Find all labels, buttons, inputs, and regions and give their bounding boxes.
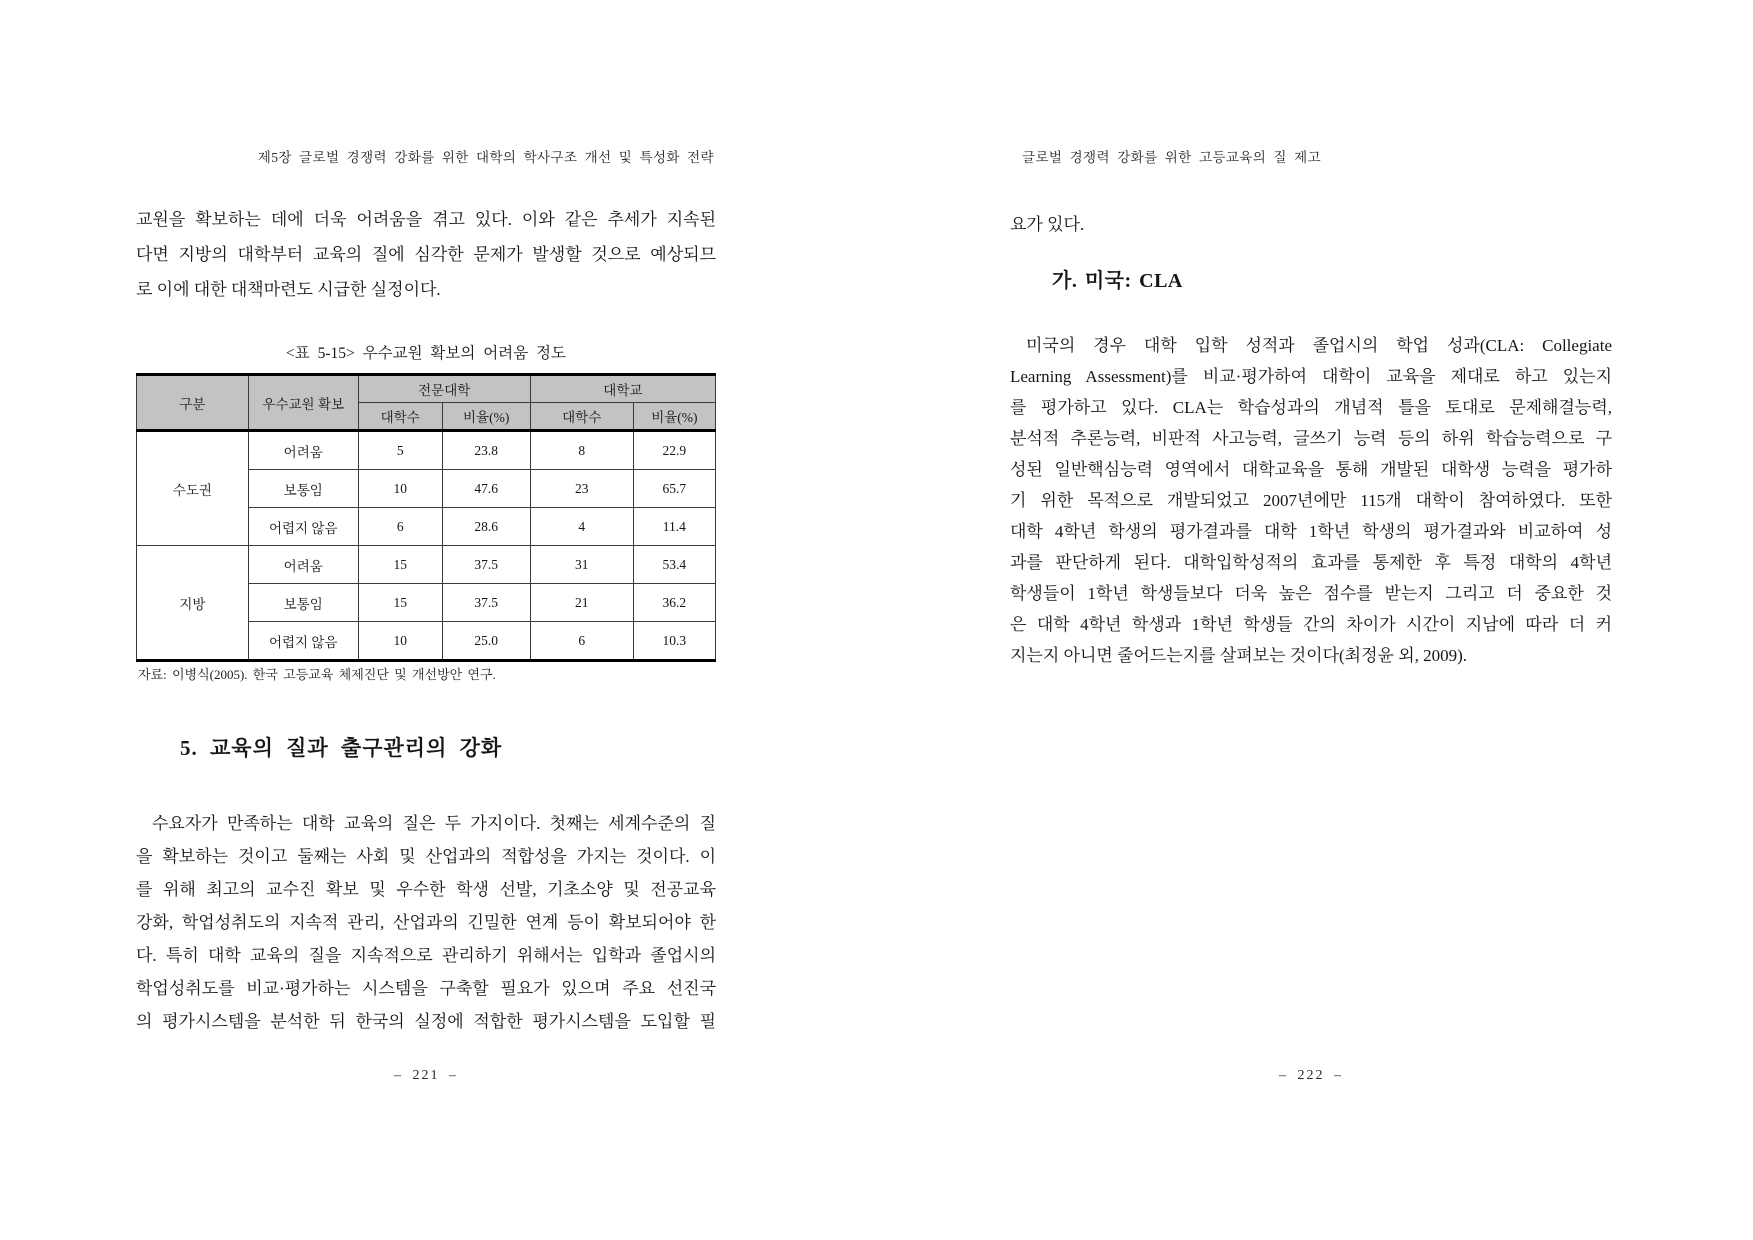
data-cell: 25.0 [442, 622, 530, 661]
paragraph-line: 를 평가하고 있다. CLA는 학습성과의 개념적 틀을 토대로 문제해결능력, [1010, 398, 1612, 417]
data-cell: 47.6 [442, 470, 530, 508]
running-header: 제5장 글로벌 경쟁력 강화를 위한 대학의 학사구조 개선 및 특성화 전략 [257, 150, 714, 165]
paragraph-line: 의 평가시스템을 분석한 뒤 한국의 실정에 적합한 평가시스템을 도입할 필 [136, 1012, 716, 1031]
right-page [1010, 0, 1612, 1240]
paragraph-line: 수요자가 만족하는 대학 교육의 질은 두 가지이다. 첫째는 세계수준의 질 [152, 814, 716, 833]
paragraph-line: 기 위한 목적으로 개발되었고 2007년에만 115개 대학이 참여하였다. 또한 [1010, 491, 1612, 510]
running-header: 글로벌 경쟁력 강화를 위한 고등교육의 질 제고 [1022, 150, 1322, 165]
column-header-daehakgyo: 대학교 [530, 375, 715, 403]
section-heading: 5. 교육의 질과 출구관리의 강화 [180, 736, 503, 760]
data-cell: 36.2 [633, 584, 715, 622]
table-source-note: 자료: 이병식(2005). 한국 고등교육 체제진단 및 개선방안 연구. [138, 667, 496, 682]
page-number: – 222 – [1279, 1068, 1343, 1083]
paragraph-line: 요가 있다. [1010, 215, 1085, 234]
subsection-heading: 가. 미국: CLA [1052, 270, 1183, 292]
data-cell: 23 [530, 470, 633, 508]
data-cell: 15 [358, 584, 442, 622]
faculty-recruitment-table [136, 373, 716, 662]
data-cell: 어려움 [248, 546, 358, 584]
paragraph-line: 로 이에 대한 대책마련도 시급한 실정이다. [136, 280, 441, 299]
paragraph-line: 대학 4학년 학생의 평가결과를 대학 1학년 학생의 평가결과와 비교하여 성 [1010, 522, 1612, 541]
data-cell: 10 [358, 622, 442, 661]
body-paragraph-1 [136, 202, 716, 307]
paragraph-line: 성된 일반핵심능력 영역에서 대학교육을 통해 개발된 대학생 능력을 평가하 [1010, 460, 1612, 479]
paragraph-line: 분석적 추론능력, 비판적 사고능력, 글쓰기 능력 등의 하위 학습능력으로 구 [1010, 429, 1612, 448]
paragraph-line: 학업성취도를 비교·평가하는 시스템을 구축할 필요가 있으며 주요 선진국 [136, 979, 716, 998]
column-header-pct: 비율(%) [633, 403, 715, 431]
paragraph-line: 강화, 학업성취도의 지속적 관리, 산업과의 긴밀한 연계 등이 확보되어야 한 [136, 913, 716, 932]
column-header-count: 대학수 [358, 403, 442, 431]
data-cell: 4 [530, 508, 633, 546]
table-title: <표 5-15> 우수교원 확보의 어려움 정도 [286, 345, 566, 362]
data-cell: 보통임 [248, 470, 358, 508]
group-cell-jibang: 지방 [137, 546, 249, 661]
data-cell: 6 [530, 622, 633, 661]
paragraph-line: 을 확보하는 것이고 둘째는 사회 및 산업과의 적합성을 가지는 것이다. 이 [136, 847, 716, 866]
data-cell: 37.5 [442, 584, 530, 622]
data-cell: 10.3 [633, 622, 715, 661]
data-cell: 어렵지 않음 [248, 508, 358, 546]
column-header-count: 대학수 [530, 403, 633, 431]
data-cell: 23.8 [442, 431, 530, 470]
body-paragraph-cla [1010, 330, 1612, 671]
column-header-pct: 비율(%) [442, 403, 530, 431]
column-header-jeonmun: 전문대학 [358, 375, 530, 403]
column-header-hwakbo: 우수교원 확보 [248, 375, 358, 431]
paragraph-line: 다. 특히 대학 교육의 질을 지속적으로 관리하기 위해서는 입학과 졸업시의 [136, 946, 716, 965]
table-row [137, 431, 716, 470]
paragraph-line: 학생들이 1학년 학생들보다 더욱 높은 점수를 받는지 그리고 더 중요한 것 [1010, 584, 1612, 603]
table-row [137, 546, 716, 584]
data-cell: 10 [358, 470, 442, 508]
paragraph-line: 지는지 아니면 줄어드는지를 살펴보는 것이다(최정윤 외, 2009). [1010, 646, 1468, 665]
data-cell: 28.6 [442, 508, 530, 546]
data-cell: 6 [358, 508, 442, 546]
data-cell: 5 [358, 431, 442, 470]
paragraph-line: 를 위해 최고의 교수진 확보 및 우수한 학생 선발, 기초소양 및 전공교육 [136, 880, 716, 899]
data-cell: 어려움 [248, 431, 358, 470]
data-cell: 65.7 [633, 470, 715, 508]
paragraph-line: 과를 판단하게 된다. 대학입학성적의 효과를 통제한 후 특정 대학의 4학년 [1010, 553, 1612, 572]
data-cell: 22.9 [633, 431, 715, 470]
data-cell: 11.4 [633, 508, 715, 546]
paragraph-line: 교원을 확보하는 데에 더욱 어려움을 겪고 있다. 이와 같은 추세가 지속된 [136, 210, 716, 229]
data-cell: 어렵지 않음 [248, 622, 358, 661]
data-cell: 37.5 [442, 546, 530, 584]
column-header-gubun: 구분 [137, 375, 249, 431]
data-cell: 15 [358, 546, 442, 584]
data-cell: 31 [530, 546, 633, 584]
paragraph-line: 다면 지방의 대학부터 교육의 질에 심각한 문제가 발생할 것으로 예상되므 [136, 245, 716, 264]
data-cell: 21 [530, 584, 633, 622]
data-cell: 53.4 [633, 546, 715, 584]
body-paragraph-continuation [1010, 209, 1612, 240]
paragraph-line: 미국의 경우 대학 입학 성적과 졸업시의 학업 성과(CLA: Collegiate [1026, 336, 1612, 355]
paragraph-line: Learning Assessment)를 비교·평가하여 대학이 교육을 제대로 하고 있는지 [1010, 367, 1612, 386]
data-cell: 보통임 [248, 584, 358, 622]
left-page [136, 0, 716, 1240]
group-cell-sudogwon: 수도권 [137, 431, 249, 546]
body-paragraph-2 [136, 807, 716, 1038]
paragraph-line: 은 대학 4학년 학생과 1학년 학생들 간의 차이가 시간이 지남에 따라 더 커 [1010, 615, 1612, 634]
data-cell: 8 [530, 431, 633, 470]
page-number: – 221 – [394, 1068, 458, 1083]
